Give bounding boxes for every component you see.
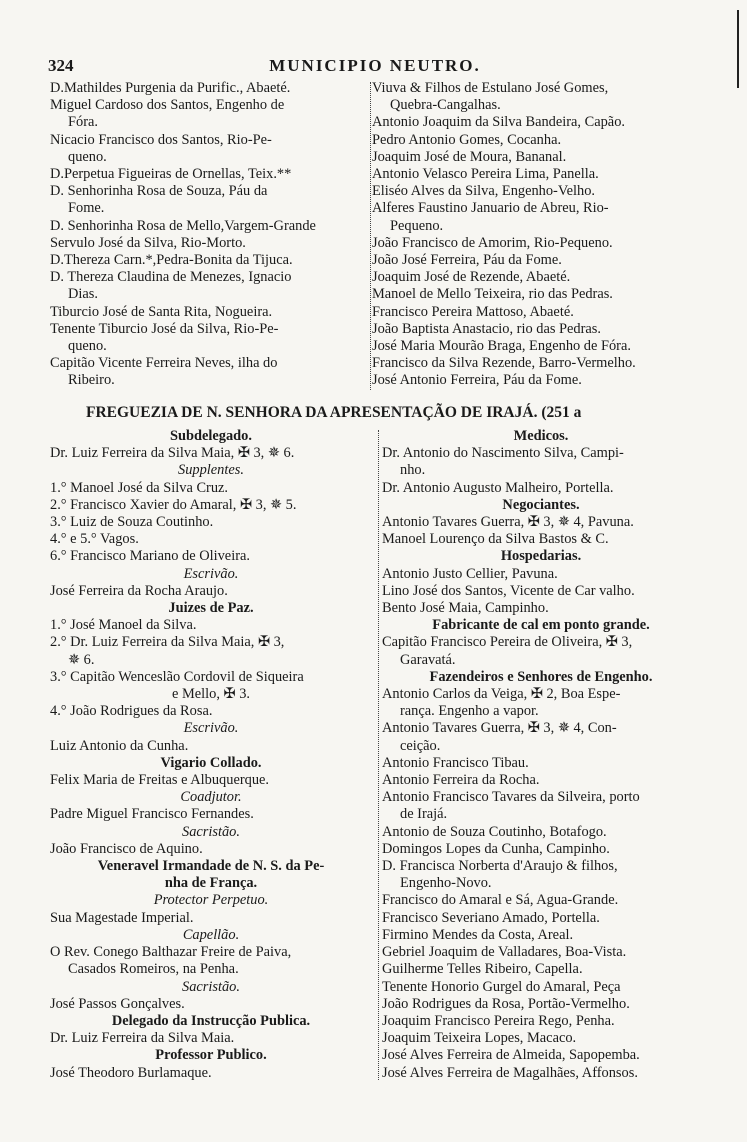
entry-line: Joaquim Francisco Pereira Rego, Penha. (382, 1012, 615, 1029)
entry-line: Dr. Luiz Ferreira da Silva Maia. (50, 1030, 235, 1047)
entry-line: Tenente Honorio Gurgel do Amaral, Peça (382, 978, 621, 995)
entry-line: Guilherme Telles Ribeiro, Capella. (382, 961, 583, 978)
entry-line: Engenho-Novo. (400, 875, 492, 892)
role-heading: Sacristão. (182, 823, 240, 840)
entry-line: Fome. (68, 200, 105, 217)
entry-line: Sua Magestade Imperial. (50, 909, 194, 926)
entry-line: João José Ferreira, Páu da Fome. (372, 252, 562, 269)
subheading: Fazendeiros e Senhores de Engenho. (429, 668, 653, 685)
entry-line: João Francisco de Aquino. (50, 840, 203, 857)
entry-line: D. Francisca Norberta d'Araujo & filhos, (382, 858, 618, 875)
entry-line: Joaquim Teixeira Lopes, Macaco. (382, 1030, 577, 1047)
entry-line: Joaquim José de Moura, Bananal. (372, 148, 567, 165)
entry-line: Garavatá. (400, 651, 456, 668)
bottom-left-column (50, 428, 372, 1082)
entry-line: Antonio Francisco Tavares da Silveira, porto (382, 789, 640, 806)
entry-line: João Baptista Anastacio, rio das Pedras. (372, 320, 602, 337)
subheading: Juizes de Paz. (168, 600, 254, 617)
running-title: MUNICIPIO NEUTRO. (269, 56, 481, 75)
entry-line: ✵ 6. (68, 651, 95, 668)
entry-line: 4.° João Rodrigues da Rosa. (50, 703, 213, 720)
entry-line: Antonio Justo Cellier, Pavuna. (382, 565, 558, 582)
entry-line: O Rev. Conego Balthazar Freire de Paiva, (50, 944, 292, 961)
top-right-column (372, 80, 686, 390)
entry-line: 1.° Manoel José da Silva Cruz. (50, 479, 229, 496)
entry-line: de Irajá. (400, 806, 448, 823)
entry-line: José Alves Ferreira de Almeida, Sapopemba. (382, 1047, 640, 1064)
entry-line: José Theodoro Burlamaque. (50, 1064, 212, 1081)
entry-line: José Maria Mourão Braga, Engenho de Fóra. (372, 338, 631, 355)
role-heading: Supplentes. (178, 462, 244, 479)
entry-line: Padre Miguel Francisco Fernandes. (50, 806, 254, 823)
subheading: Delegado da Instrucção Publica. (111, 1012, 311, 1029)
column-divider-bottom (378, 430, 379, 1080)
entry-line: Dias. (68, 286, 98, 303)
section-title: FREGUEZIA DE N. SENHORA DA APRESENTAÇÃO DE IRAJÁ. (251 a (86, 404, 582, 421)
entry-line: Antonio Tavares Guerra, ✠ 3, ✵ 4, Con- (382, 720, 617, 737)
subheading: Fabricante de cal em ponto grande. (432, 617, 650, 634)
entry-line: Miguel Cardoso dos Santos, Engenho de (50, 97, 285, 114)
entry-line: D. Senhorinha Rosa de Souza, Páu da (50, 183, 268, 200)
entry-line: Capitão Francisco Pereira de Oliveira, ✠ 3, (382, 634, 633, 651)
entry-line: D.Thereza Carn.*,Pedra-Bonita da Tijuca. (50, 252, 293, 269)
entry-line: 2.° Dr. Luiz Ferreira da Silva Maia, ✠ 3, (50, 634, 285, 651)
entry-line: João Francisco de Amorim, Rio-Pequeno. (372, 234, 613, 251)
entry-line: Domingos Lopes da Cunha, Campinho. (382, 840, 610, 857)
entry-line: Dr. Antonio Augusto Malheiro, Portella. (382, 479, 614, 496)
role-heading: Protector Perpetuo. (153, 892, 269, 909)
entry-line: Viuva & Filhos de Estulano José Gomes, (372, 80, 609, 96)
entry-line: Antonio Tavares Guerra, ✠ 3, ✵ 4, Pavuna. (382, 514, 634, 531)
subheading: nha de França. (164, 875, 258, 892)
entry-line: 6.° Francisco Mariano de Oliveira. (50, 548, 250, 565)
entry-line: Antonio Carlos da Veiga, ✠ 2, Boa Espe- (382, 686, 621, 703)
entry-line: Pequeno. (390, 217, 444, 234)
entry-line: Capitão Vicente Ferreira Neves, ilha do (50, 355, 278, 372)
entry-line: José Alves Ferreira de Magalhães, Affonsos. (382, 1064, 638, 1081)
entry-line: D. Senhorinha Rosa de Mello,Vargem-Grande (50, 217, 316, 234)
entry-line: Dr. Antonio do Nascimento Silva, Campi- (382, 445, 624, 462)
entry-line: Gebriel Joaquim de Valladares, Boa-Vista. (382, 944, 627, 961)
entry-line: ceição. (400, 737, 441, 754)
top-left-column (50, 80, 368, 390)
entry-line: Bento José Maia, Campinho. (382, 600, 549, 617)
entry-line: João Rodrigues da Rosa, Portão-Vermelho. (382, 995, 630, 1012)
subheading: Medicos. (513, 428, 569, 444)
entry-line: Felix Maria de Freitas e Albuquerque. (50, 772, 269, 789)
entry-line: queno. (68, 148, 107, 165)
page-number: 324 (48, 56, 74, 75)
entry-line: 3.° Luiz de Souza Coutinho. (50, 514, 214, 531)
role-heading: Escrivão. (183, 565, 239, 582)
entry-line: Antonio de Souza Coutinho, Botafogo. (382, 823, 607, 840)
entry-line: José Antonio Ferreira, Páu da Fome. (372, 372, 582, 389)
entry-line: Francisco Pereira Mattoso, Abaeté. (372, 303, 574, 320)
entry-line: Pedro Antonio Gomes, Cocanha. (372, 131, 562, 148)
entry-line: Manoel de Mello Teixeira, rio das Pedras. (372, 286, 613, 303)
role-heading: Sacristão. (182, 978, 240, 995)
entry-line: Firmino Mendes da Costa, Areal. (382, 926, 574, 943)
entry-line: Fóra. (68, 114, 98, 131)
role-heading: Capellão. (182, 926, 240, 943)
entry-line: 3.° Capitão Wenceslão Cordovil de Siqueira (50, 668, 304, 685)
entry-line: 4.° e 5.° Vagos. (50, 531, 139, 548)
entry-line: 1.° José Manoel da Silva. (50, 617, 197, 634)
entry-line: e Mello, ✠ 3. (171, 686, 250, 703)
entry-line: Antonio Francisco Tibau. (382, 754, 529, 771)
entry-line: D.Mathildes Purgenia da Purific., Abaeté. (50, 80, 291, 96)
entry-line: D.Perpetua Figueiras de Ornellas, Teix.** (50, 166, 292, 183)
edge-rule (737, 10, 739, 88)
entry-line: Francisco Severiano Amado, Portella. (382, 909, 600, 926)
entry-line: Francisco da Silva Rezende, Barro-Vermelho. (372, 355, 636, 372)
subheading: Veneravel Irmandade de N. S. da Pe- (97, 858, 325, 875)
page-header (40, 56, 710, 80)
entry-line: Casados Romeiros, na Penha. (68, 961, 239, 978)
role-heading: Escrivão. (183, 720, 239, 737)
subheading: Vigario Collado. (160, 754, 262, 771)
entry-line: Nicacio Francisco dos Santos, Rio-Pe- (50, 131, 272, 148)
entry-line: D. Thereza Claudina de Menezes, Ignacio (50, 269, 292, 286)
entry-line: Francisco do Amaral e Sá, Agua-Grande. (382, 892, 619, 909)
entry-line: Antonio Joaquim da Silva Bandeira, Capão. (372, 114, 625, 131)
entry-line: Antonio Velasco Pereira Lima, Panella. (372, 166, 599, 183)
entry-line: 2.° Francisco Xavier do Amaral, ✠ 3, ✵ 5. (50, 496, 297, 513)
bottom-right-column (382, 428, 700, 1082)
entry-line: Joaquim José de Rezende, Abaeté. (372, 269, 571, 286)
subheading: Negociantes. (502, 496, 580, 513)
subheading: Professor Publico. (155, 1047, 267, 1064)
entry-line: Tiburcio José de Santa Rita, Nogueira. (50, 303, 273, 320)
entry-line: Servulo José da Silva, Rio-Morto. (50, 234, 246, 251)
entry-line: Lino José dos Santos, Vicente de Car valho. (382, 582, 635, 599)
entry-line: Alferes Faustino Januario de Abreu, Rio- (372, 200, 609, 217)
entry-line: Eliséo Alves da Silva, Engenho-Velho. (372, 183, 596, 200)
entry-line: Manoel Lourenço da Silva Bastos & C. (382, 531, 609, 548)
entry-line: rança. Engenho a vapor. (400, 703, 539, 720)
entry-line: Ribeiro. (68, 372, 115, 389)
entry-line: queno. (68, 338, 107, 355)
role-heading: Coadjutor. (180, 789, 242, 806)
entry-line: Antonio Ferreira da Rocha. (382, 772, 540, 789)
entry-line: Dr. Luiz Ferreira da Silva Maia, ✠ 3, ✵ 6. (50, 445, 295, 462)
subheading: Subdelegado. (170, 428, 252, 444)
entry-line: Tenente Tiburcio José da Silva, Rio-Pe- (50, 320, 279, 337)
entry-line: José Passos Gonçalves. (50, 995, 185, 1012)
entry-line: nho. (400, 462, 426, 479)
entry-line: Quebra-Cangalhas. (390, 97, 501, 114)
subheading: Hospedarias. (500, 548, 582, 565)
column-divider-top (370, 82, 371, 390)
entry-line: José Ferreira da Rocha Araujo. (50, 582, 228, 599)
entry-line: Luiz Antonio da Cunha. (50, 737, 189, 754)
